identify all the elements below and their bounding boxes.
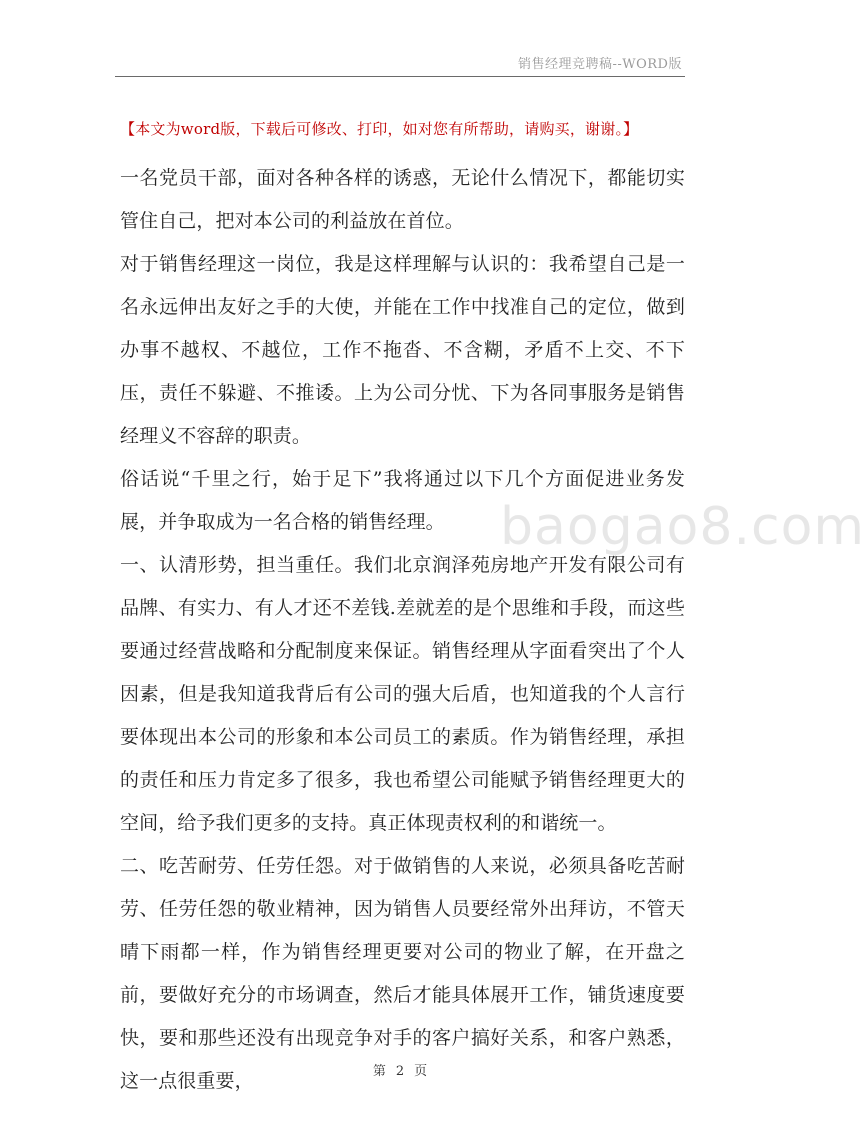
page-label-prefix: 第	[372, 1064, 386, 1079]
document-body	[120, 157, 685, 1103]
paragraph: 俗话说“千里之行，始于足下”我将通过以下几个方面促进业务发展，并争取成为一名合格的销售经理。	[120, 468, 685, 533]
paragraph: 一、认清形势，担当重任。我们北京润泽苑房地产开发有限公司有品牌、有实力、有人才还不差钱.差就差的是个思维和手段，而这些要通过经营战略和分配制度来保证。销售经理从字面看突出了个人因素，但是我知道我背后有公司的强大后盾，也知道我的个人言行要体现出本公司的形象和本公司员工的素质。作为销售经理，承担的责任和压力肯定多了很多，我也希望公司能赋予销售经理更大的空间，给予我们更多的支持。真正体现责权利的和谐统一。	[120, 554, 685, 834]
watermark: baogao8.com	[500, 497, 865, 557]
paragraph: 二、吃苦耐劳、任劳任怨。对于做销售的人来说，必须具备吃苦耐劳、任劳任怨的敬业精神，因为销售人员要经常外出拜访，不管天晴下雨都一样，作为销售经理更要对公司的物业了解，在开盘之前，要做好充分的市场调查，然后才能具体展开工作，铺货速度要快，要和那些还没有出现竞争对手的客户搞好关系，和客户熟悉，这一点很重要，	[120, 855, 685, 1092]
page-label-suffix: 页	[414, 1064, 428, 1079]
header-divider	[115, 76, 685, 77]
paragraph: 一名党员干部，面对各种各样的诱惑，无论什么情况下，都能切实管住自己，把对本公司的利益放在首位。	[120, 167, 685, 232]
page-footer	[0, 1060, 800, 1079]
paragraph: 对于销售经理这一岗位，我是这样理解与认识的：我希望自己是一名永远伸出友好之手的大使，并能在工作中找准自己的定位，做到办事不越权、不越位，工作不拖沓、不含糊，矛盾不上交、不下压，责任不躲避、不推诿。上为公司分忧、下为各同事服务是销售经理义不容辞的职责。	[120, 253, 685, 447]
download-notice: 【本文为word版，下载后可修改、打印，如对您有所帮助，请购买，谢谢。】	[120, 120, 639, 138]
page-number: 2	[395, 1064, 405, 1079]
document-header-title: 销售经理竞聘稿--WORD版	[517, 57, 682, 72]
